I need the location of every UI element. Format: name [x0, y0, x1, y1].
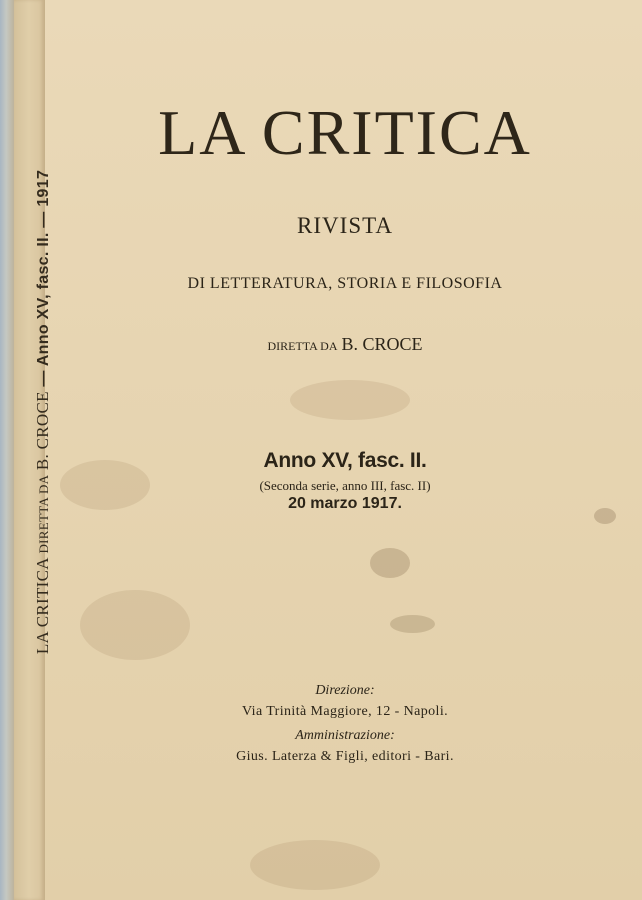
spine-director: B. CROCE [33, 391, 52, 471]
page-edges [0, 0, 14, 900]
administration-address: Gius. Laterza & Figli, editori - Bari. [236, 749, 454, 764]
cover-issue: Anno XV, fasc. II. [263, 449, 427, 472]
cover-director: B. CROCE [341, 334, 423, 354]
cover-directed-by: DIRETTA DA [267, 339, 338, 353]
spine [14, 0, 52, 900]
cover-description: DI LETTERATURA, STORIA E FILOSOFIA [187, 275, 503, 292]
cover-subtitle: RIVISTA [297, 213, 393, 238]
spine-issue: — Anno XV, fasc. II. — 1917 [35, 169, 52, 387]
direction-address: Via Trinità Maggiore, 12 - Napoli. [241, 704, 449, 719]
cover-content [48, 0, 642, 900]
spine-directed-by: DIRETTA DA [36, 474, 51, 554]
cover-date: 20 marzo 1917. [288, 495, 402, 512]
administration-label: Amministrazione: [295, 728, 395, 743]
direction-label: Direzione: [315, 683, 375, 698]
cover-director-line [48, 334, 642, 355]
cover-series: (Seconda serie, anno III, fasc. II) [259, 478, 431, 493]
cover-title: LA CRITICA [158, 97, 532, 168]
spine-title: LA CRITICA [33, 558, 52, 655]
